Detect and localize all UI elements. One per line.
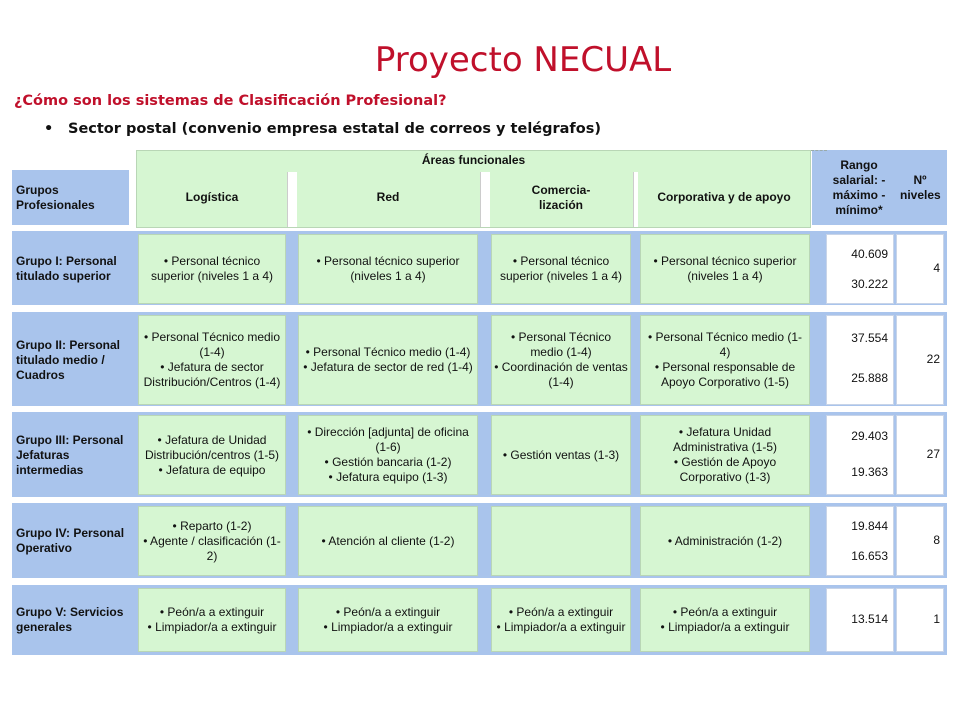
levels-header (895, 155, 945, 220)
salary-cell (826, 415, 894, 495)
cell-item: • Atención al cliente (1-2) (321, 533, 455, 548)
table-cell-text (491, 415, 631, 495)
cell-item: • Personal técnico superior (niveles 1 a 4) (150, 254, 274, 283)
salary-cell (826, 315, 894, 405)
cell-item: • Limpiador/a a extinguir (147, 620, 277, 634)
table-cell-text (640, 315, 810, 405)
cell-item: • Personal Técnico medio (1-4) (647, 330, 803, 359)
col-header-comercializacion-text: Comercia-lización (531, 182, 591, 212)
group-label: Grupo II: Personal titulado medio / Cuadros (16, 337, 121, 382)
table-cell-text (640, 506, 810, 576)
cell-item: • Gestión de Apoyo Corporativo (1-3) (673, 455, 777, 484)
table-cell-text (298, 315, 478, 405)
table-cell-text (491, 315, 631, 405)
table-cell-text (138, 234, 286, 304)
table-cell-text (640, 234, 810, 304)
cell-item: • Agente / clasificación (1-2) (143, 533, 281, 563)
cell-item: • Personal técnico superior (niveles 1 a 4) (653, 254, 797, 283)
salary-max: 40.609 (851, 246, 888, 261)
group-label: Grupo V: Servicios generales (16, 605, 124, 634)
dashed-divider (811, 150, 827, 151)
cell-item: • Personal responsable de Apoyo Corporativo (1-5) (654, 360, 796, 389)
cell-item: • Jefatura de Unidad Distribución/centros (1-5) (144, 432, 280, 462)
areas-header: Áreas funcionales (421, 152, 526, 167)
bullet-icon: • (44, 121, 54, 137)
cell-item: • Peón/a a extinguir (159, 605, 265, 619)
table-cell-text (298, 415, 478, 495)
bullet-text: Sector postal (convenio empresa estatal de correos y telégrafos) (68, 121, 601, 137)
group-label: Grupo I: Personal titulado superior (16, 254, 117, 283)
levels-value: 22 (926, 352, 940, 366)
cell-item: • Coordinación de ventas (1-4) (494, 360, 628, 389)
salary-cell (826, 234, 894, 304)
salary-max: 29.403 (851, 429, 888, 444)
col-header-corporativa: Corporativa y de apoyo (657, 190, 791, 204)
col-header-comercializacion (491, 175, 631, 220)
page-title: Proyecto NECUAL (374, 40, 672, 80)
cell-item: • Jefatura Unidad Administrativa (1-5) (672, 425, 778, 454)
cell-item: • Peón/a a extinguir (508, 605, 614, 619)
bullet-item (44, 121, 601, 137)
table-cell-text (138, 588, 286, 652)
col-header-logistica: Logística (185, 190, 239, 204)
cell-item: • Peón/a a extinguir (672, 605, 778, 619)
table-cell-text (138, 506, 286, 576)
cell-item: • Personal técnico superior (niveles 1 a 4) (316, 254, 460, 283)
table-cell-text (491, 234, 631, 304)
table-cell-text (298, 588, 478, 652)
cell-item: • Personal Técnico medio (1-4) (305, 345, 471, 359)
cell-item: • Administración (1-2) (667, 533, 783, 548)
col-header-red: Red (376, 190, 400, 204)
salary-max: 19.844 (851, 518, 888, 533)
table-cell-text (138, 415, 286, 495)
salary-header (824, 155, 894, 220)
table-cell-text (298, 506, 478, 576)
levels-value: 27 (926, 447, 940, 461)
cell-item: • Personal Técnico medio (1-4) (143, 330, 281, 359)
levels-value: 4 (933, 261, 940, 275)
cell-item: • Personal técnico superior (niveles 1 a 4) (499, 254, 623, 283)
cell-item: • Dirección [adjunta] de oficina (1-6) (307, 425, 469, 454)
cell-item: • Gestión bancaria (1-2) (324, 455, 452, 469)
section-question: ¿Cómo son los sistemas de Clasificación Profesional? (14, 93, 447, 109)
cell-item: • Jefatura de equipo (158, 462, 266, 477)
levels-header-text: Nº niveles (900, 172, 941, 202)
group-label: Grupo IV: Personal Operativo (16, 526, 125, 555)
cell-item: • Limpiador/a a extinguir (323, 620, 453, 634)
col-gap (287, 172, 297, 227)
levels-value: 1 (933, 612, 940, 626)
table-cell-text (491, 506, 631, 576)
cell-item: • Limpiador/a a extinguir (496, 620, 626, 634)
cell-item: • Jefatura de sector de red (1-4) (303, 360, 473, 374)
cell-item: • Personal Técnico medio (1-4) (510, 330, 612, 359)
cell-item: • Limpiador/a a extinguir (660, 620, 790, 634)
col-gap (480, 172, 490, 227)
salary-min: 30.222 (851, 277, 888, 292)
salary-min: 16.653 (851, 549, 888, 564)
table-cell-text (640, 588, 810, 652)
salary-max: 37.554 (851, 331, 888, 346)
salary-min: 19.363 (851, 464, 888, 479)
salary-header-text: Rango salarial: - máximo - mínimo* (832, 157, 886, 217)
salary-min: 25.888 (851, 370, 888, 385)
levels-value: 8 (933, 533, 940, 547)
table-cell-text (640, 415, 810, 495)
table-cell-text (491, 588, 631, 652)
cell-item: • Jefatura equipo (1-3) (328, 470, 448, 484)
cell-item: • Jefatura de sector Distribución/Centros (1-4) (143, 360, 281, 389)
cell-item: • Reparto (1-2) (172, 518, 252, 533)
salary-cell (826, 506, 894, 576)
table-cell-text (138, 315, 286, 405)
cell-item: • Peón/a a extinguir (335, 605, 441, 619)
cell-item: • Gestión ventas (1-3) (502, 447, 620, 462)
table-cell-text (298, 234, 478, 304)
groups-header: Grupos Profesionales (16, 182, 95, 212)
salary-max: 13.514 (851, 612, 888, 626)
group-label: Grupo III: Personal Jefaturas intermedias (16, 432, 124, 477)
